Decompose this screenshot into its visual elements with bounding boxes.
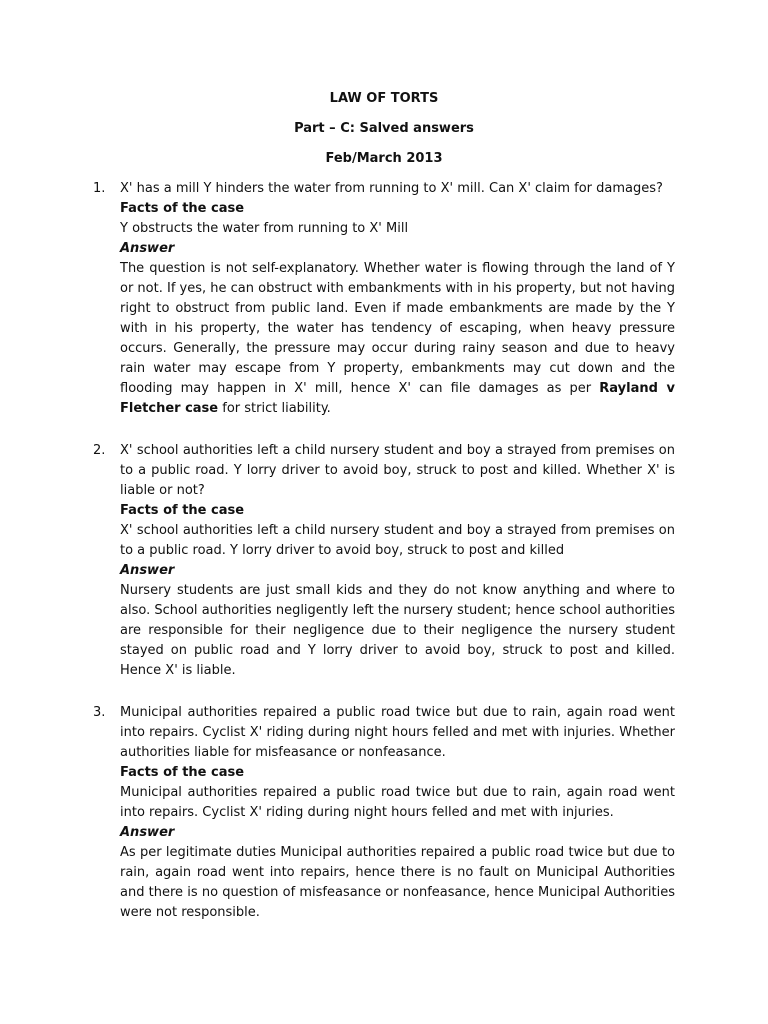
answer-text: Nursery students are just small kids and they do not know anything and where to also. School authorities negligently left the nursery student; hence school authorities are responsible for their negligence due to their negligence the nursery student stayed on public road and Y lorry driver to avoid boy, struck to post and killed. Hence X' is liable.: [120, 583, 675, 678]
question-body: [120, 703, 675, 923]
question-item-2: [93, 441, 683, 681]
facts-heading: Facts of the case: [120, 201, 245, 216]
facts-text: X' school authorities left a child nursery student and boy a strayed from premises on to a public road. Y lorry driver to avoid boy, struck to post and killed: [120, 523, 675, 558]
question-item-3: [93, 703, 683, 923]
answer-text: [120, 259, 675, 419]
answer-text-part: for strict liability.: [218, 401, 331, 416]
facts-heading: Facts of the case: [120, 765, 245, 780]
exam-session: Feb/March 2013: [325, 151, 443, 166]
question-body: [120, 179, 675, 419]
answer-heading: Answer: [120, 825, 175, 840]
question-text: X' has a mill Y hinders the water from running to X' mill. Can X' claim for damages?: [120, 181, 663, 196]
facts-heading: Facts of the case: [120, 503, 245, 518]
document-title: LAW OF TORTS: [329, 91, 439, 106]
document-subtitle: Part – C: Salved answers: [294, 121, 474, 136]
question-item-1: [93, 179, 683, 419]
facts-text: Municipal authorities repaired a public road twice but due to rain, again road went into repairs. Cyclist X' riding during night hours felled and met with injuries.: [120, 785, 675, 820]
answer-text: As per legitimate duties Municipal authorities repaired a public road twice but due to rain, again road went into repairs, hence there is no fault on Municipal Authorities and there is no question of misfeasance or nonfeasance, hence Municipal Authorities were not responsible.: [120, 845, 675, 920]
question-number: 3.: [93, 705, 106, 720]
question-number: 2.: [93, 443, 106, 458]
question-number: 1.: [93, 181, 106, 196]
answer-heading: Answer: [120, 563, 175, 578]
answer-text-part: The question is not self-explanatory. Whether water is flowing through the land of Y or not. If yes, he can obstruct with embankments with in his property, but not having right to obstruct from public land. Even if made embankments are made by the Y with in his property, the water has tendency of escaping, when heavy pressure occurs. Generally, the pressure may occur during rainy season and due to heavy rain water may escape from Y property, embankments may cut down and the flooding may happen in X' mill, hence X' can file damages as per: [120, 261, 675, 396]
question-text: Municipal authorities repaired a public road twice but due to rain, again road went into repairs. Cyclist X' riding during night hours felled and met with injuries. Whether authorities liable for misfeasance or nonfeasance.: [120, 705, 675, 760]
answer-heading: Answer: [120, 241, 175, 256]
case-citation: Rayland v Fletcher case: [120, 381, 675, 416]
question-body: [120, 441, 675, 681]
question-text: X' school authorities left a child nursery student and boy a strayed from premises on to a public road. Y lorry driver to avoid boy, struck to post and killed. Whether X' is liable or not?: [120, 443, 675, 498]
facts-text: Y obstructs the water from running to X' Mill: [120, 221, 409, 236]
